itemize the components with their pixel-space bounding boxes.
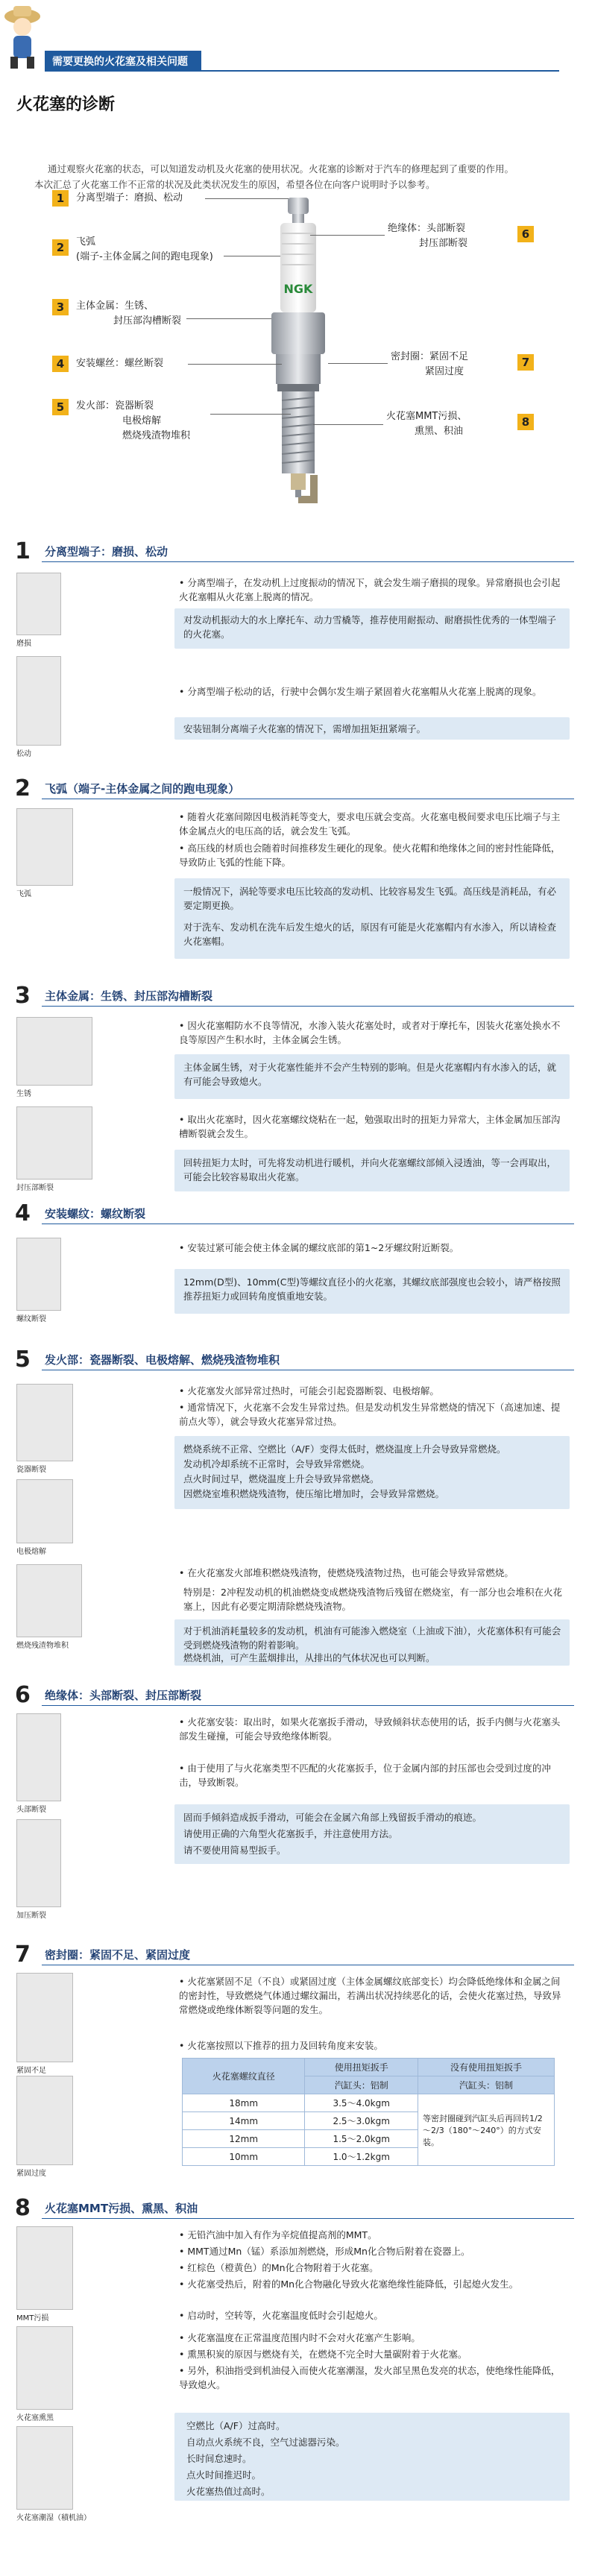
diagram-label-2: 飞弧 (端子-主体金属之间的跑电现象): [76, 236, 213, 262]
bullet: • 在火花塞发火部堆积燃烧残渣物，使燃烧残渣物过热，也可能会导致异常燃烧。: [179, 1567, 514, 1578]
leader-line-3: [186, 318, 271, 319]
diagram-num-7: 7: [517, 354, 534, 371]
note-text: 空燃比（A/F）过高时。: [186, 2420, 286, 2431]
note-text: 对于机油消耗量较多的发动机，机油有可能渗入燃烧室（上油或下油），火花塞体积有可能会受到燃烧残渣物的附着影响。: [183, 1625, 561, 1651]
spark-plug-diagram: [0, 190, 589, 533]
bullet: • 随着火花塞间隙因电极消耗等变大，要求电压就会变高。火花塞电极间要求电压比端子与主体金属点火的电压高的话，就会发生飞弧。: [179, 811, 561, 837]
diagram-num-6: 6: [517, 226, 534, 242]
note-text: 12mm(D型)、10mm(C型)等螺纹直径小的火花塞，其螺纹底部强度也会较小，请严格按照推荐扭矩力或回转角度慎重地安装。: [183, 1276, 561, 1302]
diagram-label-4: 安装螺丝：螺丝断裂: [76, 358, 164, 369]
diagram-label-3: 主体金属：生锈、 封压部沟槽断裂: [76, 300, 182, 327]
thumb-crimp-break: [16, 1106, 92, 1180]
thumb-label: 火花塞熏黑: [16, 2414, 54, 2422]
diagram-label-1: 分离型端子：磨损、松动: [76, 192, 183, 204]
diagram-label-7: 密封圈：紧固不足 紧固过度: [391, 351, 469, 377]
thumb-label: 松动: [16, 750, 31, 758]
thumb-crimp-insulator-break: [16, 1819, 61, 1907]
leader-line-4: [188, 364, 282, 365]
thumb-label: 封压部断裂: [16, 1184, 54, 1192]
note-text: 点火时间过早，燃烧温度上升会导致异常燃烧。: [183, 1473, 379, 1484]
note-text: 火花塞热值过高时。: [186, 2486, 271, 2497]
intro-text: [34, 161, 556, 192]
section-5-header: 5 发火部：瓷器断裂、电极熔解、燃烧残渣物堆积: [15, 1347, 574, 1370]
note-text: 对于洗车、发动机在洗车后发生熄火的话，原因有可能是火花塞帽内有水渗入，所以请检查火花塞帽。: [183, 922, 557, 947]
note-text: 请不要使用简易型扳手。: [183, 1845, 286, 1856]
diagram-label-5: 发火部：瓷器断裂 电极熔解 燃烧残渣物堆积: [76, 400, 191, 441]
section-3-header: 3 主体金属：生锈、封压部沟槽断裂: [15, 983, 574, 1007]
note-text: 因燃烧室堆积燃烧残渣物，使压缩比增加时，会导致异常燃烧。: [183, 1488, 445, 1499]
thumb-label: 生锈: [16, 1090, 31, 1098]
thumb-label: 头部断裂: [16, 1806, 46, 1814]
note-text: 回转扭矩力太时，可先将发动机进行暖机，并向火花塞螺纹部倾入浸透油，等一会再取出，可能会比较容易取出火花塞。: [183, 1157, 557, 1182]
bullet: • 另外，积油指受到机油侵入而使火花塞潮湿，发火部呈黑色发亮的状态，使绝缘性能降低，导致熄火。: [179, 2365, 561, 2390]
mascot-icon: [0, 0, 46, 72]
header-rule: [45, 70, 559, 72]
section-4-header: 4 安装螺纹：螺纹断裂: [15, 1200, 574, 1224]
thumb-electrode-melt: [16, 1479, 73, 1543]
table-row: 12mm 1.5～2.0kgm: [183, 2130, 555, 2148]
note-text: 发动机冷却系统不正常时，会导致异常燃烧。: [183, 1458, 371, 1470]
bullet: • 由于使用了与火花塞类型不匹配的火花塞扳手，位于金属内部的封压部也会受到过度的冲击，导致断裂。: [179, 1763, 551, 1788]
table-row: 10mm 1.0～1.2kgm: [183, 2148, 555, 2166]
thumb-label: 紧固过度: [16, 2170, 46, 2178]
body-text: 特别是：2冲程发动机的机油燃烧变成燃烧残渣物后残留在燃烧室，有一部分也会堆积在火花塞上，因此有必要定期清除燃烧残渣物。: [183, 1587, 562, 1612]
thumb-label: 加压断裂: [16, 1912, 46, 1920]
leader-line-7: [328, 363, 388, 364]
leader-line-1: [205, 198, 289, 199]
thumb-rust: [16, 1017, 92, 1086]
thumb-loose-terminal: [16, 656, 61, 746]
bullet: • 红棕色（橙黄色）的Mn化合物附着于火花塞。: [179, 2262, 379, 2273]
table-row: 18mm 3.5～4.0kgm 等密封圈碰到汽缸头后再回转1/2 ～2/3（180°～240°）的方式安装。: [183, 2094, 555, 2112]
thumb-thread-break: [16, 1238, 61, 1311]
bullet: • 火花塞受热后，附着的Mn化合物融化导致火花塞绝缘性能降低，引起熄火发生。: [179, 2279, 519, 2290]
section-2-header: 2 飞弧（端子-主体金属之间的跑电现象）: [15, 775, 574, 799]
table-header: 使用扭矩扳手: [305, 2059, 418, 2076]
bullet: • 因火花塞帽防水不良等情况，水渗入装火花塞处时，或者对于摩托车，因装火花塞处换水不良等原因产生积水时，主体金属会生锈。: [179, 1020, 561, 1045]
leader-line-6: [310, 235, 385, 236]
thumb-mmt: [16, 2226, 73, 2310]
note-text: 自动点火系统不良，空气过滤器污染。: [186, 2437, 345, 2448]
thumb-oil-wet: [16, 2426, 73, 2510]
thumb-deposit: [16, 1564, 82, 1637]
table-header: 没有使用扭矩扳手: [418, 2059, 555, 2076]
bullet: • 取出火花塞时，因火花塞螺纹烧粘在一起，勉强取出时的扭矩力异常大，主体金属加压部沟槽断裂就会发生。: [179, 1114, 561, 1139]
section-6-header: 6 绝缘体：头部断裂、封压部断裂: [15, 1682, 574, 1706]
bullet: • 火花塞发火部异常过热时，可能会引起瓷器断裂、电极熔解。: [179, 1385, 439, 1396]
thumb-worn-terminal: [16, 573, 61, 635]
leader-line-8: [313, 424, 383, 425]
thumb-under-tight: [16, 1973, 73, 2062]
note-text: 燃烧机油，可产生蓝烟排出，从排出的气体状况也可以判断。: [183, 1652, 435, 1663]
section-1-header: 1 分离型端子：磨损、松动: [15, 538, 574, 562]
bullet: • 分离型端子，在发动机上过度振动的情况下，就会发生端子磨损的现象。异常磨损也会引起火花塞帽从火花塞上脱离的情况。: [179, 577, 561, 602]
thumb-label: 磨损: [16, 640, 31, 648]
thumb-flashover: [16, 808, 73, 886]
bullet: • 熏黑积炭的原因与燃烧有关，在燃烧不完全时大量碳附着于火花塞。: [179, 2349, 467, 2360]
table-header: 火花塞螺纹直径: [183, 2059, 305, 2094]
note-text: 请使用正确的六角型火花塞扳手，并注意使用方法。: [183, 1828, 398, 1839]
thumb-label: 火花塞潮湿（積机油）: [16, 2514, 91, 2522]
thumb-label: 紧固不足: [16, 2067, 46, 2075]
diagram-num-2: 2: [52, 239, 69, 256]
section-8-header: 8 火花塞MMT污损、熏黑、积油: [15, 2195, 574, 2219]
thumb-label: 螺纹断裂: [16, 1315, 46, 1323]
note-text: 对发动机振动大的水上摩托车、动力雪橇等，推荐使用耐振动、耐磨损性优秀的一体型端子的火花塞。: [183, 614, 557, 640]
table-row: 14mm 2.5～3.0kgm: [183, 2112, 555, 2130]
diagram-label-8: 火花塞MMT污损、 熏黑、积油: [386, 411, 467, 437]
note-text: 一般情况下，涡轮等要求电压比较高的发动机、比较容易发生飞弧。高压线是消耗品，有必要定期更换。: [183, 886, 557, 911]
bullet: • 火花塞安装：取出时，如果火花塞扳手滑动，导致倾斜状态使用的话，扳手内侧与火花塞头部发生碰撞，可能会导致绝缘体断裂。: [179, 1716, 561, 1742]
thumb-carbon: [16, 2326, 73, 2410]
table-subheader: 汽缸头：铝制: [418, 2076, 555, 2094]
bullet: • 无铅汽油中加入有作为辛烷值提高剂的MMT。: [179, 2229, 377, 2240]
rotation-note: 等密封圈碰到汽缸头后再回转1/2 ～2/3（180°～240°）的方式安装。: [418, 2094, 555, 2166]
note-text: 点火时间推迟时。: [186, 2469, 262, 2481]
note-text: 燃烧系统不正常、空燃比（A/F）变得太低时，燃烧温度上升会导致异常燃烧。: [183, 1443, 506, 1455]
note-text: 主体金属生锈，对于火花塞性能并不会产生特别的影响。但是火花塞帽内有水渗入的话，就有可能会导致熄火。: [183, 1062, 557, 1087]
table-subheader: 汽缸头：铝制: [305, 2076, 418, 2094]
intro-line-1: 通过观察火花塞的状态，可以知道发动机及火花塞的使用状况。火花塞的诊断对于汽车的修理起到了重要的作用。: [48, 163, 514, 174]
bullet: • 高压线的材质也会随着时间推移发生硬化的现象。使火花帽和绝缘体之间的密封性能降低，导致防止飞弧的性能下降。: [179, 843, 561, 868]
thumb-label: 电极熔解: [16, 1548, 46, 1556]
spark-plug-illustration: [246, 198, 350, 526]
thumb-label: 燃烧残渣物堆积: [16, 1642, 69, 1650]
thumb-over-tight: [16, 2076, 73, 2165]
brand-logo: NGK: [283, 282, 313, 296]
bullet: • MMT通过Mn（锰）系添加剂燃烧，形成Mn化合物后附着在瓷器上。: [179, 2246, 470, 2257]
diagram-label-6: 绝缘体：头部断裂 封压部断裂: [388, 223, 468, 249]
note-text: 长时间怠速时。: [186, 2453, 252, 2464]
bullet: • 通常情况下，火花塞不会发生异常过热。但是发动机发生异常燃烧的情况下（高速加速、提前点火等），就会导致火花塞异常过热。: [179, 1402, 561, 1427]
note-text: 安装钮制分离端子火花塞的情况下，需增加扭矩扭紧端子。: [183, 723, 426, 734]
diagram-num-8: 8: [517, 414, 534, 430]
bullet: • 安装过紧可能会使主体金属的螺纹底部的第1~2牙螺纹附近断裂。: [179, 1242, 459, 1253]
diagram-num-4: 4: [52, 356, 69, 372]
intro-line-2: 本次汇总了火花塞工作不正常的状况及此类状况发生的原因，希望各位在向客户说明时予以参考。: [34, 179, 435, 190]
diagram-num-1: 1: [52, 190, 69, 207]
thumb-label: 瓷器断裂: [16, 1466, 46, 1474]
diagram-num-5: 5: [52, 399, 69, 415]
section-7-header: 7 密封圈：紧固不足、紧固过度: [15, 1942, 574, 1965]
thumb-head-break: [16, 1713, 61, 1801]
header-title: 需要更换的火花塞及相关问题: [52, 56, 188, 68]
thumb-label: MMT污损: [16, 2314, 49, 2323]
bullet: • 火花塞紧固不足（不良）或紧固过度（主体金属螺纹底部变长）均会降低绝缘体和金属之间的密封性，导致燃烧气体通过螺纹漏出，若满出状况持续恶化的话，会使火花塞过热，导致异常燃烧或绝缘体断裂等问题的发生。: [179, 1976, 561, 2015]
note-text: 固而手倾斜造成扳手滑动，可能会在金属六角部上残留扳手滑动的痕迹。: [183, 1812, 482, 1823]
thumb-porcelain-break: [16, 1384, 73, 1461]
page-title: 火花塞的诊断: [16, 95, 116, 114]
bullet: • 分离型端子松动的话，行驶中会偶尔发生端子紧固着火花塞帽从火花塞上脱离的现象。: [179, 686, 542, 697]
bullet: • 火花塞按照以下推荐的扭力及回转角度来安装。: [179, 2040, 383, 2051]
torque-table: [182, 2058, 555, 2166]
leader-line-5: [210, 414, 291, 415]
bullet: • 火花塞温度在正常温度范围内时不会对火花塞产生影响。: [179, 2332, 421, 2343]
bullet: • 启动时，空转等，火花塞温度低时会引起熄火。: [179, 2310, 383, 2321]
thumb-label: 飞弧: [16, 890, 31, 898]
diagram-num-3: 3: [52, 299, 69, 315]
